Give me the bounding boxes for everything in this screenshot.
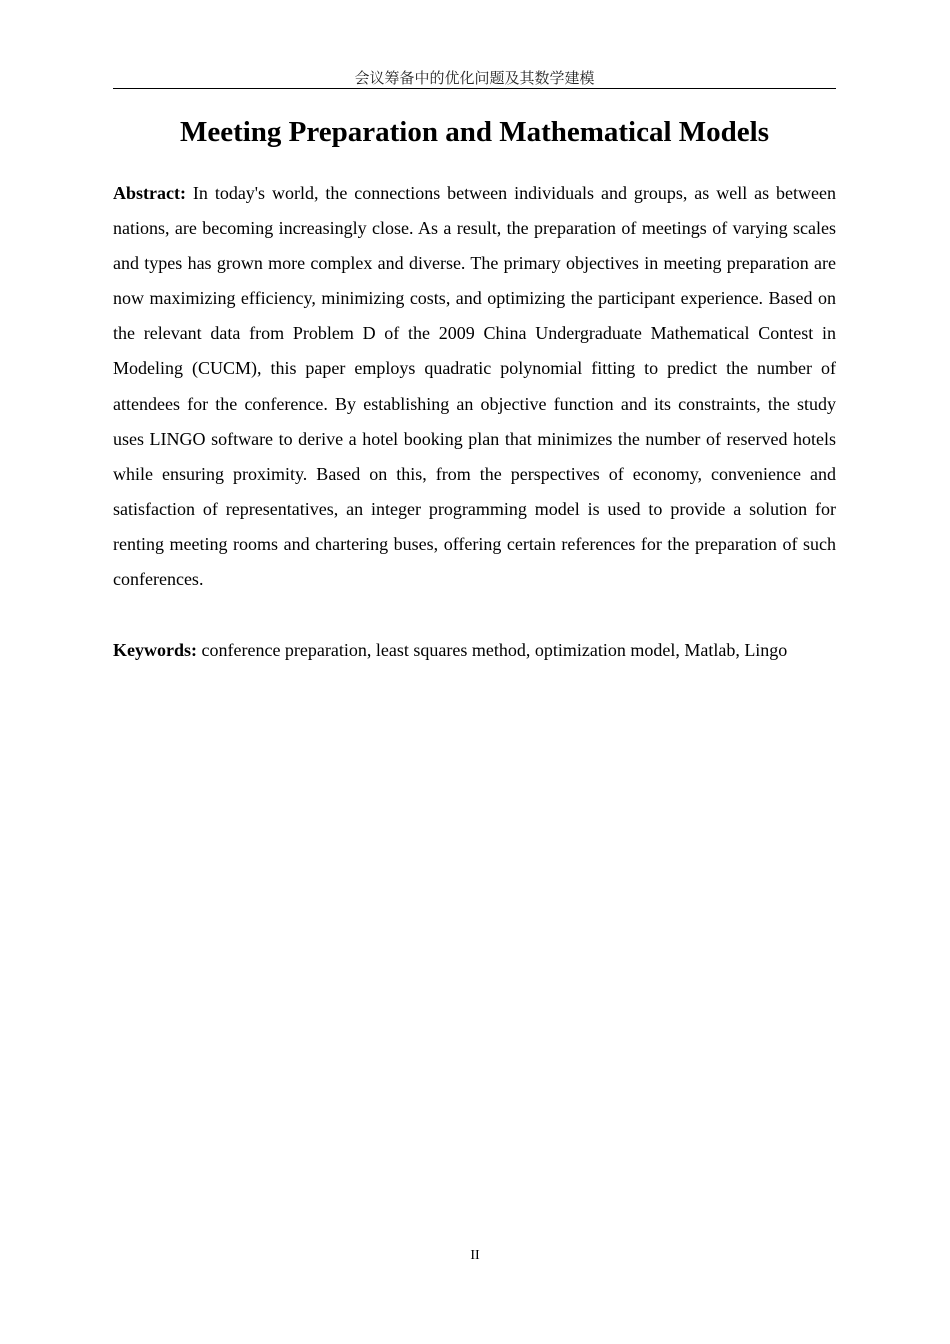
- page-number: II: [470, 1248, 480, 1263]
- running-header: 会议筹备中的优化问题及其数学建模: [354, 69, 595, 87]
- abstract-text: In today's world, the connections between individuals and groups, as well as between nations, are becoming increasingly close. As a result, the preparation of meetings of varying scales and types has grown more complex and diverse. The primary objectives in meeting preparation are now maximizing efficiency, minimizing costs, and optimizing the participant experience. Based on the relevant data from Problem D of the 2009 China Undergraduate Mathematical Contest in Modeling (CUCM), this paper employs quadratic polynomial fitting to predict the number of attendees for the conference. By establishing an objective function and its constraints, the study uses LINGO software to derive a hotel booking plan that minimizes the number of reserved hotels while ensuring proximity. Based on this, from the perspectives of economy, convenience and satisfaction of representatives, an integer programming model is used to provide a solution for renting meeting rooms and chartering buses, offering certain references for the preparation of such conferences.: [113, 183, 837, 590]
- keywords-paragraph: [113, 633, 853, 668]
- paper-title: Meeting Preparation and Mathematical Models: [179, 116, 770, 148]
- header-rule: [113, 88, 836, 89]
- keywords-label: Keywords:: [113, 640, 197, 660]
- keywords-text: conference preparation, least squares method, optimization model, Matlab, Lingo: [201, 640, 788, 660]
- abstract-paragraph: [113, 176, 836, 597]
- abstract-label: Abstract:: [113, 183, 186, 203]
